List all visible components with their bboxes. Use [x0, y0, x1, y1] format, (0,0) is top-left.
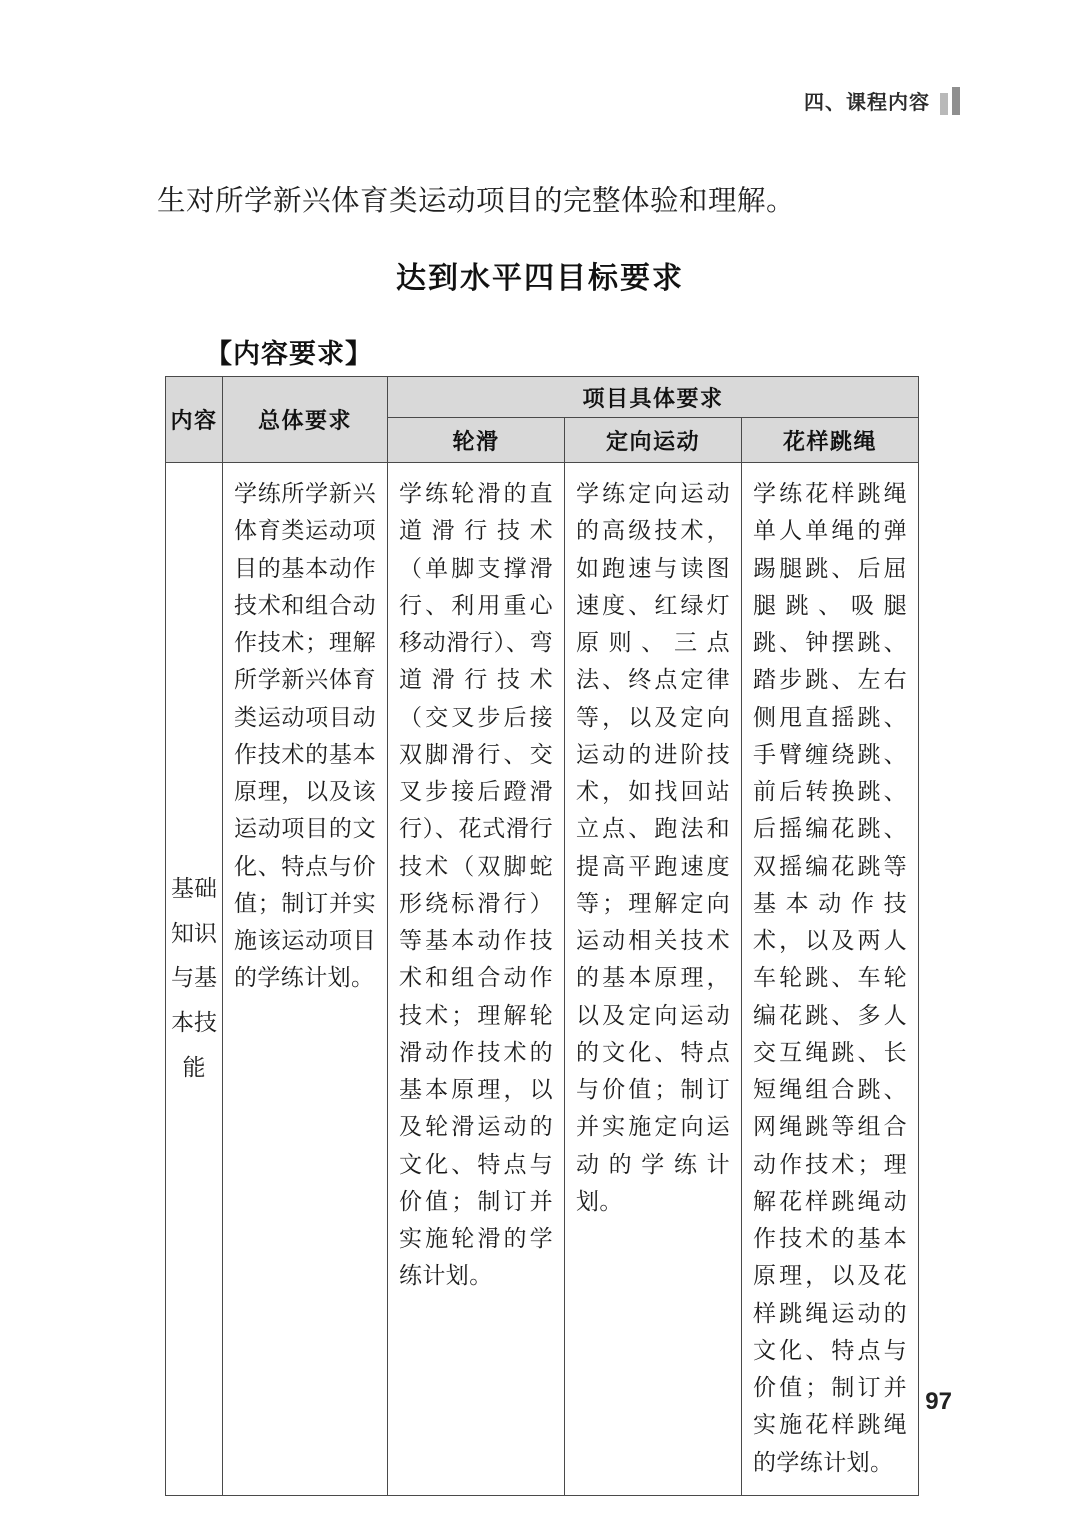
content-requirements-table: [165, 376, 919, 1496]
cell-rollerskating-requirement: 学练轮滑的直道滑行技术（单脚支撑滑行、利用重心移动滑行）、弯道滑行技术（交叉步后接双脚滑行、交叉步接后蹬滑行）、花式滑行技术（双脚蛇形绕标滑行）等基本动作技术和组合动作技术；理解轮滑动作技术的基本原理，以及轮滑运动的文化、特点与价值；制订并实施轮滑的学练计划。: [388, 463, 565, 1496]
column-header-group: 项目具体要求: [388, 377, 919, 418]
sub-section-title: 【内容要求】: [205, 339, 373, 369]
table-head: [166, 377, 919, 463]
column-header-content: 内容: [166, 377, 223, 463]
cell-ropeskipping-requirement: 学练花样跳绳单人单绳的弹踢腿跳、后屈腿跳、吸腿跳、钟摆跳、踏步跳、左右侧甩直摇跳、手臂缠绕跳、前后转换跳、后摇编花跳、双摇编花跳等基本动作技术，以及两人车轮跳、车轮编花跳、多人交互绳跳、长短绳组合跳、网绳跳等组合动作技术；理解花样跳绳动作技术的基本原理，以及花样跳绳运动的文化、特点与价值；制订并实施花样跳绳的学练计划。: [742, 463, 919, 1496]
cell-orienteering-requirement: 学练定向运动的高级技术，如跑速与读图速度、红绿灯原则、三点法、终点定律等，以及定向运动的进阶技术，如找回站立点、跑法和提高平跑速度等；理解定向运动相关技术的基本原理，以及定向运动的文化、特点与价值；制订并实施定向运动的学练计划。: [565, 463, 742, 1496]
table-body: [166, 463, 919, 1496]
column-header-rollerskating: 轮滑: [388, 418, 565, 463]
column-header-ropeskipping: 花样跳绳: [742, 418, 919, 463]
section-title: 达到水平四目标要求: [396, 261, 684, 295]
running-header: [804, 86, 960, 115]
cell-content-category: 基础知识与基本技能: [166, 463, 223, 1496]
table-row: [166, 463, 919, 1496]
running-header-title: 四、课程内容: [804, 92, 930, 114]
column-header-orienteering: 定向运动: [565, 418, 742, 463]
lead-paragraph: 生对所学新兴体育类运动项目的完整体验和理解。: [157, 185, 796, 217]
cell-overall-requirement: 学练所学新兴体育类运动项目的基本动作技术和组合动作技术；理解所学新兴体育类运动项目动作技术的基本原理，以及该运动项目的文化、特点与价值；制订并实施该运动项目的学练计划。: [223, 463, 388, 1496]
table-header-row-primary: [166, 377, 919, 418]
bookmark-bars-icon: [940, 87, 960, 115]
column-header-overall: 总体要求: [223, 377, 388, 463]
page-number: 97: [925, 1388, 952, 1415]
